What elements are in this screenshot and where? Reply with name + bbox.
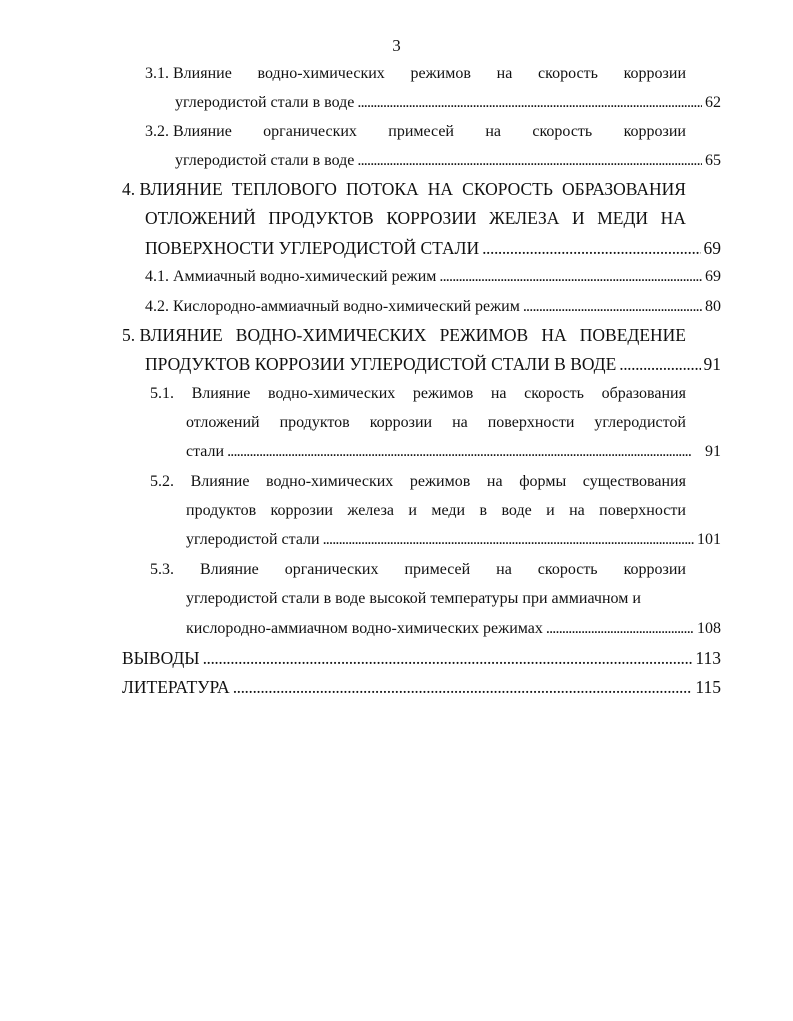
word: режимов <box>412 385 474 402</box>
entry-text: углеродистой стали <box>186 531 320 548</box>
word: продуктов <box>279 414 350 431</box>
word: железа <box>347 502 395 519</box>
word: ТЕПЛОВОГО <box>231 179 337 199</box>
word: водно-химических <box>266 473 394 490</box>
entry-text: ПРОДУКТОВ КОРРОЗИИ УГЛЕРОДИСТОЙ СТАЛИ В ВОДЕ <box>145 354 617 374</box>
word: ПРОДУКТОВ <box>268 208 374 228</box>
toc-conclusions[interactable] <box>122 648 721 668</box>
word: 5. ВЛИЯНИЕ <box>122 325 223 345</box>
word: РЕЖИМОВ <box>439 325 529 345</box>
entry-page-number: 91 <box>703 354 721 374</box>
word: и <box>408 502 417 519</box>
word: Влияние <box>190 473 250 490</box>
word: коррозии <box>369 414 433 431</box>
entry-text: углеродистой стали в воде <box>175 152 355 169</box>
toc-literature[interactable] <box>122 677 721 697</box>
word: в <box>479 502 488 519</box>
entry-text: 4.1. Аммиачный водно-химический режим <box>145 268 437 285</box>
dot-leader <box>357 93 702 113</box>
dot-leader <box>233 677 693 697</box>
entry-text: углеродистой стали в воде высокой температуры при аммиачном и <box>186 590 641 607</box>
dot-leader <box>323 530 694 550</box>
word: продуктов <box>186 502 257 519</box>
word: на <box>485 123 502 140</box>
word: органических <box>263 123 357 140</box>
word: отложений <box>186 414 260 431</box>
word: на <box>452 414 468 431</box>
word: поверхности <box>599 502 686 519</box>
toc-entry-5-3-line3[interactable] <box>186 619 721 639</box>
word: воде <box>501 502 532 519</box>
entry-text: кислородно-аммиачном водно-химических режимах <box>186 620 543 637</box>
toc-entry-5-1-line2 <box>186 413 686 433</box>
word: КОРРОЗИИ <box>386 208 477 228</box>
dot-leader <box>227 442 702 462</box>
word: ПОТОКА <box>346 179 419 199</box>
word: режимов <box>409 473 471 490</box>
dot-leader <box>439 267 702 287</box>
entry-text: углеродистой стали в воде <box>175 94 355 111</box>
word: НА <box>541 325 567 345</box>
word: примесей <box>388 123 454 140</box>
word: и <box>546 502 555 519</box>
word: Влияние <box>191 385 251 402</box>
entry-page-number: 80 <box>705 298 721 315</box>
word: коррозии <box>623 123 686 140</box>
toc-entry-5-2-line2 <box>186 501 686 521</box>
entry-page-number: 69 <box>705 268 721 285</box>
toc-entry-3-1-line2[interactable] <box>175 93 721 113</box>
entry-text: стали <box>186 443 225 460</box>
word: 3.2. Влияние <box>145 123 232 140</box>
dot-leader <box>203 648 693 668</box>
word: НА <box>660 208 686 228</box>
entry-page-number: 108 <box>697 620 721 637</box>
word: 3.1. Влияние <box>145 65 232 82</box>
toc-chapter-4-line2 <box>145 208 686 228</box>
word: СКОРОСТЬ <box>462 179 553 199</box>
toc-entry-5-1-line3[interactable] <box>186 442 721 462</box>
word: МЕДИ <box>597 208 649 228</box>
word: скорость <box>532 123 593 140</box>
word: ОБРАЗОВАНИЯ <box>562 179 686 199</box>
word: Влияние <box>199 561 259 578</box>
toc-entry-5-3-line1 <box>150 560 686 580</box>
toc-entry-4-2[interactable] <box>145 297 721 317</box>
word: на <box>496 65 513 82</box>
word: существования <box>582 473 686 490</box>
dot-leader <box>357 151 702 171</box>
entry-page-number: 91 <box>705 443 721 460</box>
word: НА <box>427 179 454 199</box>
page-number: 3 <box>392 36 401 55</box>
word: водно-химических <box>268 385 396 402</box>
word: ЖЕЛЕЗА <box>489 208 560 228</box>
entry-page-number: 62 <box>705 94 721 111</box>
word: на <box>486 473 503 490</box>
dot-leader <box>523 297 702 317</box>
word: образования <box>601 385 686 402</box>
word: водно-химических <box>257 65 385 82</box>
dot-leader <box>482 238 700 258</box>
entry-text: ВЫВОДЫ <box>122 648 200 668</box>
toc-entry-4-1[interactable] <box>145 267 721 287</box>
word: на <box>569 502 585 519</box>
word: скорость <box>524 385 584 402</box>
word: коррозии <box>623 65 686 82</box>
toc-entry-5-3-line2 <box>186 589 641 609</box>
word: режимов <box>410 65 471 82</box>
word: коррозии <box>270 502 333 519</box>
toc-entry-5-2-line1 <box>150 472 686 492</box>
word: на <box>490 385 507 402</box>
word: ОТЛОЖЕНИЙ <box>145 208 256 228</box>
entry-text: 4.2. Кислородно-аммиачный водно-химический режим <box>145 298 520 315</box>
word: формы <box>519 473 567 490</box>
toc-entry-5-2-line3[interactable] <box>186 530 721 550</box>
toc-entry-3-2-line2[interactable] <box>175 151 721 171</box>
word: коррозии <box>623 561 686 578</box>
word: скорость <box>537 561 598 578</box>
word: углеродистой <box>594 414 686 431</box>
word: поверхности <box>487 414 575 431</box>
toc-entry-5-1-line1 <box>150 384 686 404</box>
word: 4. ВЛИЯНИЕ <box>122 179 223 199</box>
word: 5.1. <box>150 385 174 402</box>
dot-leader <box>619 354 700 374</box>
word: примесей <box>404 561 471 578</box>
entry-page-number: 115 <box>695 677 721 697</box>
word: 5.2. <box>150 473 174 490</box>
entry-text: ЛИТЕРАТУРА <box>122 677 230 697</box>
word: органических <box>284 561 379 578</box>
toc-chapter-5-line1 <box>122 325 686 345</box>
word: 5.3. <box>150 561 174 578</box>
entry-page-number: 113 <box>695 648 721 668</box>
toc-chapter-5-line2[interactable] <box>145 354 721 374</box>
word: на <box>496 561 512 578</box>
word: И <box>572 208 585 228</box>
word: меди <box>431 502 466 519</box>
word: ВОДНО-ХИМИЧЕСКИХ <box>235 325 427 345</box>
word: ПОВЕДЕНИЕ <box>579 325 686 345</box>
toc-chapter-4-line1 <box>122 179 686 199</box>
dot-leader <box>546 619 694 639</box>
toc-chapter-4-line3[interactable] <box>145 238 721 258</box>
entry-text: ПОВЕРХНОСТИ УГЛЕРОДИСТОЙ СТАЛИ <box>145 238 480 258</box>
word: скорость <box>538 65 598 82</box>
entry-page-number: 69 <box>703 238 721 258</box>
entry-page-number: 101 <box>697 531 721 548</box>
toc-entry-3-2-line1 <box>145 122 686 142</box>
entry-page-number: 65 <box>705 152 721 169</box>
toc-entry-3-1-line1 <box>145 64 686 84</box>
